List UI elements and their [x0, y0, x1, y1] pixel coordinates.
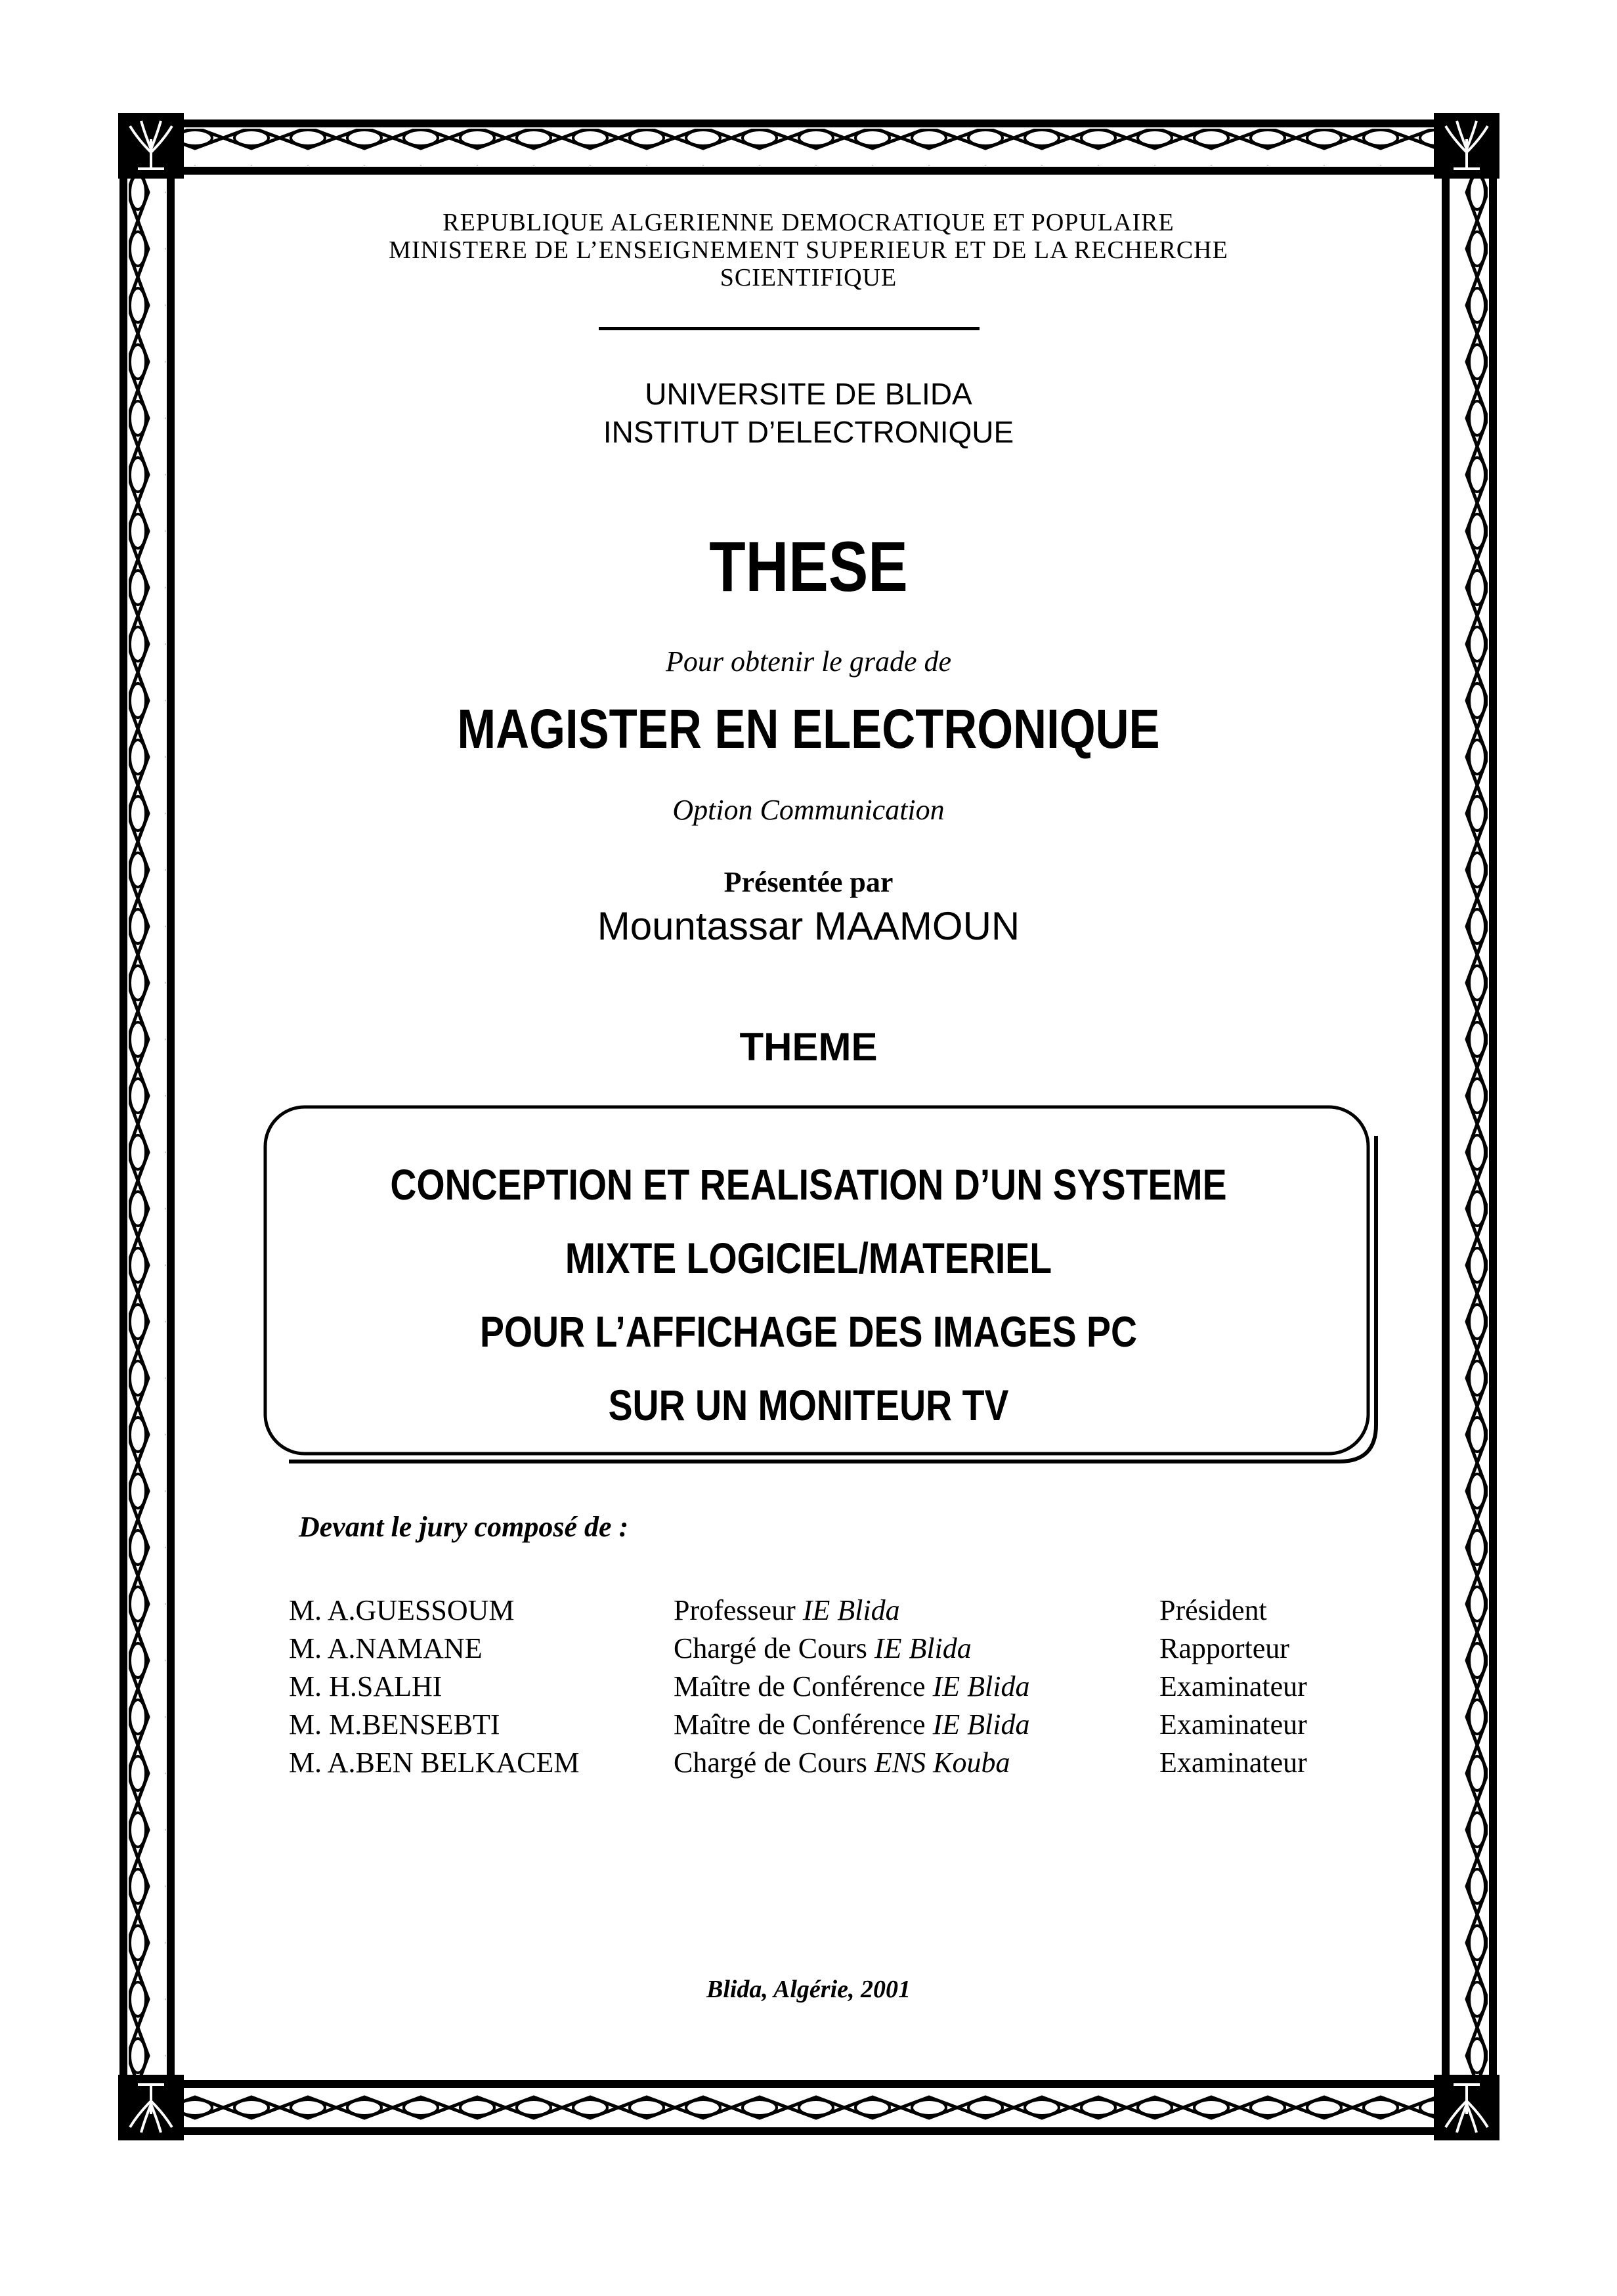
theme-label: THEME	[739, 1025, 878, 1069]
institute-name: INSTITUT D’ELECTRONIQUE	[603, 415, 1014, 449]
jury-role: Examinateur	[1159, 1746, 1307, 1779]
grade-title: MAGISTER EN ELECTRONIQUE	[457, 698, 1160, 760]
republic-line: REPUBLIQUE ALGERIENNE DEMOCRATIQUE ET POPULAIRE	[442, 209, 1175, 236]
jury-intro: Devant le jury composé de :	[299, 1511, 629, 1543]
jury-role: Rapporteur	[1159, 1632, 1289, 1664]
ministry-line-cont: SCIENTIFIQUE	[720, 264, 897, 292]
border-left	[119, 175, 175, 2080]
fleur-ornament-icon	[1434, 2075, 1499, 2140]
jury-title: Maître de Conférence	[674, 1708, 926, 1741]
jury-name: M. M.BENSEBTI	[289, 1708, 500, 1741]
author-name: Mountassar MAAMOUN	[597, 904, 1020, 948]
jury-role: Président	[1159, 1594, 1267, 1626]
jury-name: M. A.BEN BELKACEM	[289, 1746, 580, 1779]
jury-title: Professeur	[674, 1594, 796, 1626]
jury-position	[674, 1668, 1029, 1706]
border-right	[1442, 175, 1497, 2080]
university-name: UNIVERSITE DE BLIDA	[645, 377, 972, 411]
jury-role: Examinateur	[1159, 1708, 1307, 1741]
jury-institution: IE Blida	[932, 1670, 1030, 1702]
jury-institution: ENS Kouba	[874, 1746, 1010, 1779]
jury-name: M. H.SALHI	[289, 1670, 442, 1702]
option-line: Option Communication	[672, 794, 945, 826]
jury-position	[674, 1592, 900, 1630]
grade-intro: Pour obtenir le grade de	[665, 645, 952, 678]
ministry-line: MINISTERE DE L’ENSEIGNEMENT SUPERIEUR ET DE LA RECHERCHE	[389, 236, 1228, 264]
jury-position	[674, 1630, 972, 1668]
thesis-title-line-4: SUR UN MONITEUR TV	[608, 1381, 1009, 1429]
header-divider	[599, 327, 980, 330]
thesis-title-line-2: MIXTE LOGICIEL/MATERIEL	[565, 1234, 1052, 1282]
fleur-ornament-icon	[118, 2075, 184, 2140]
jury-title: Chargé de Cours	[674, 1632, 867, 1664]
presented-by: Présentée par	[723, 866, 894, 898]
border-bottom	[172, 2080, 1444, 2135]
jury-position	[674, 1706, 1029, 1744]
jury-institution: IE Blida	[874, 1632, 972, 1664]
jury-position	[674, 1744, 1010, 1782]
document-type: THESE	[709, 527, 908, 606]
jury-name: M. A.NAMANE	[289, 1632, 483, 1664]
jury-institution: IE Blida	[932, 1708, 1030, 1741]
jury-institution: IE Blida	[802, 1594, 900, 1626]
fleur-ornament-icon	[118, 113, 184, 179]
jury-title: Maître de Conférence	[674, 1670, 926, 1702]
jury-role: Examinateur	[1159, 1670, 1307, 1702]
place-and-date: Blida, Algérie, 2001	[706, 1976, 911, 2003]
fleur-ornament-icon	[1434, 113, 1499, 179]
thesis-title-line-3: POUR L’AFFICHAGE DES IMAGES PC	[479, 1307, 1138, 1356]
jury-title: Chargé de Cours	[674, 1746, 867, 1779]
border-top	[172, 119, 1444, 175]
thesis-title-line-1: CONCEPTION ET REALISATION D’UN SYSTEME	[390, 1160, 1227, 1209]
jury-name: M. A.GUESSOUM	[289, 1594, 515, 1626]
